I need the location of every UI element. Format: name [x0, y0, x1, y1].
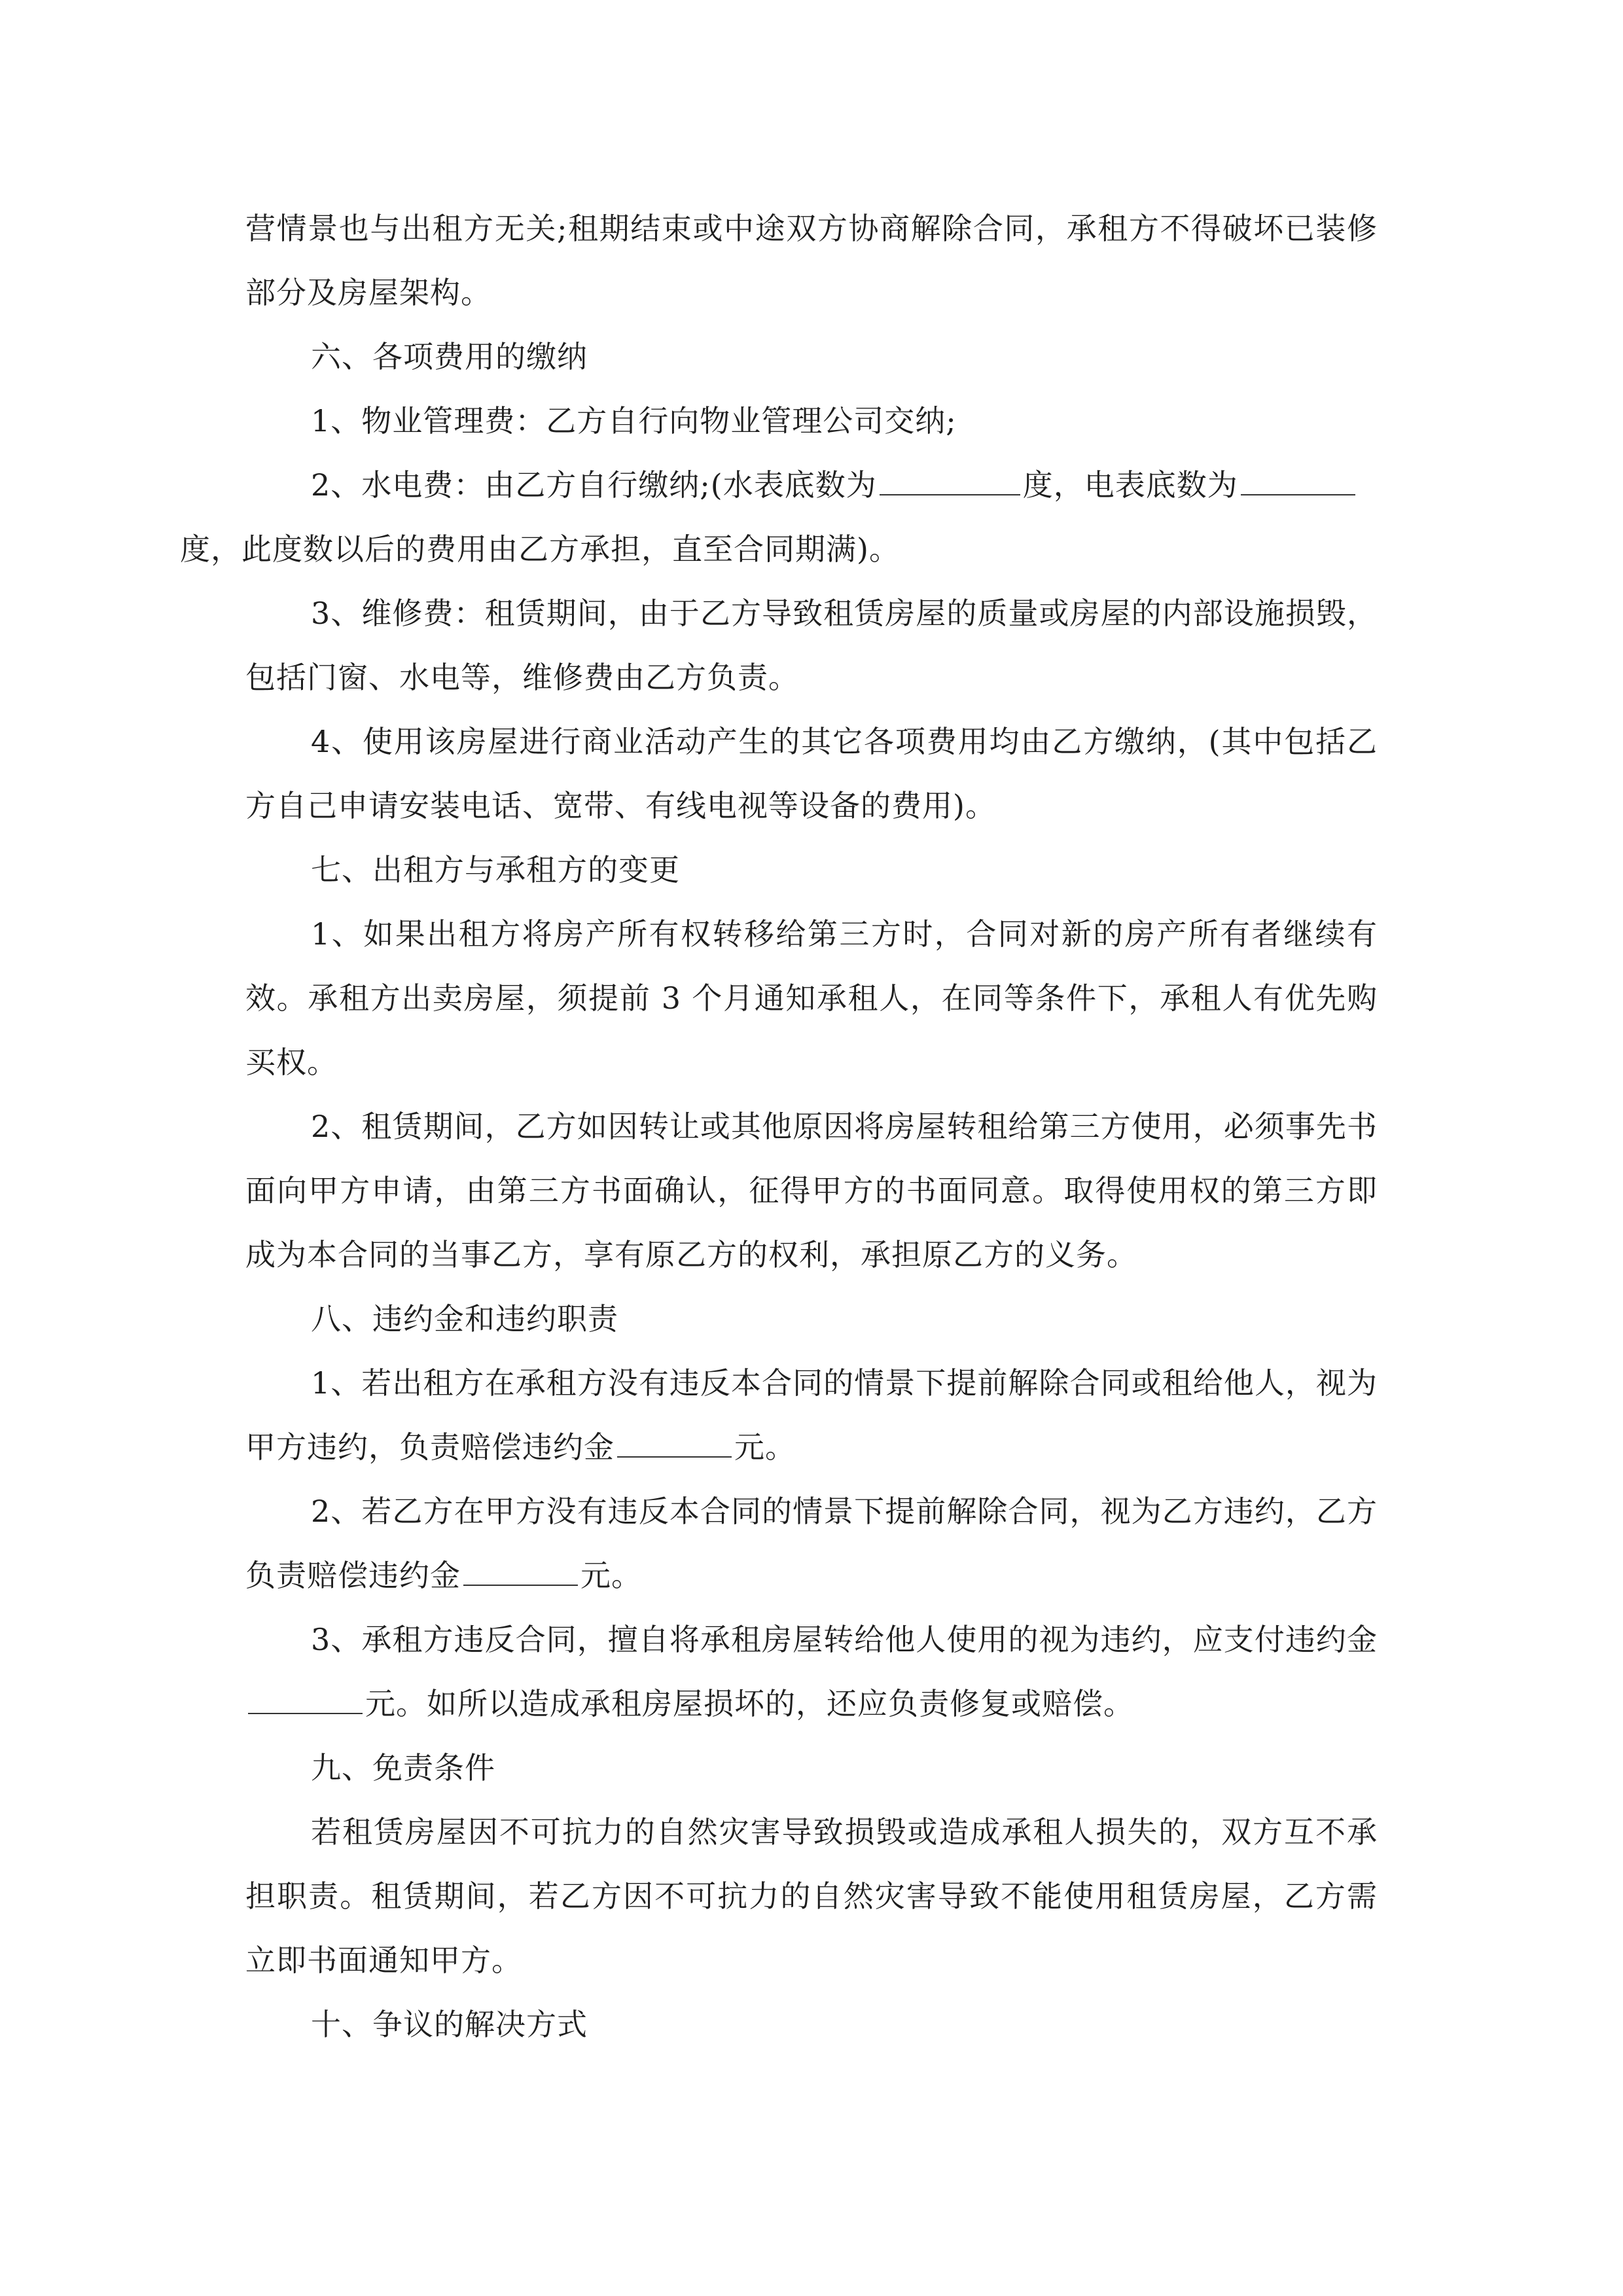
- section-heading-10: 十、争议的解决方式: [311, 2007, 588, 2042]
- clause-8-2-text-b: 元。: [580, 1558, 642, 1593]
- section-heading-7: 七、出租方与承租方的变更: [311, 852, 680, 888]
- water-meter-blank: [880, 469, 1020, 495]
- clause-8-1-text-a: 1、若出租方在承租方没有违反本合同的情景下提前解除合同或租给他人，视为甲方违约，负责赔偿违约金: [245, 1365, 1378, 1465]
- clause-6-2-text-b: 度，电表底数为: [1022, 467, 1238, 503]
- paragraph-continuation: 营情景也与出租方无关;租期结束或中途双方协商解除合同，承租方不得破坏已装修部分及房屋架构。: [245, 211, 1378, 310]
- penalty-blank-3: [248, 1688, 363, 1714]
- clause-8-1: [245, 1351, 1378, 1479]
- section-heading-6: 六、各项费用的缴纳: [311, 339, 588, 374]
- clause-7-1: 1、如果出租方将房产所有权转移给第三方时，合同对新的房产所有者继续有效。承租方出卖房屋，须提前 3 个月通知承租人，在同等条件下，承租人有优先购买权。: [245, 916, 1378, 1080]
- clause-8-2: [245, 1479, 1378, 1607]
- clause-8-3-text-a: 3、承租方违反合同，擅自将承租房屋转给他人使用的视为违约，应支付违约金: [311, 1622, 1378, 1657]
- clause-9: 若租赁房屋因不可抗力的自然灾害导致损毁或造成承租人损失的，双方互不承担职责。租赁期间，若乙方因不可抗力的自然灾害导致不能使用租赁房屋，乙方需立即书面通知甲方。: [245, 1814, 1378, 1978]
- document-body: [180, 196, 1378, 2056]
- clause-6-3: 3、维修费：租赁期间，由于乙方导致租赁房屋的质量或房屋的内部设施损毁，包括门窗、水电等，维修费由乙方负责。: [245, 596, 1378, 695]
- penalty-blank-1: [617, 1431, 732, 1458]
- section-heading-9: 九、免责条件: [311, 1750, 495, 1785]
- clause-8-3-text-b: 元。如所以造成承租房屋损坏的，还应负责修复或赔偿。: [365, 1686, 1134, 1721]
- clause-8-2-text-a: 2、若乙方在甲方没有违反本合同的情景下提前解除合同，视为乙方违约，乙方负责赔偿违约金: [245, 1494, 1378, 1593]
- clause-6-2-text-c: 度，此度数以后的费用由乙方承担，直至合同期满)。: [180, 531, 900, 567]
- clause-6-1: 1、物业管理费：乙方自行向物业管理公司交纳;: [311, 403, 957, 439]
- penalty-blank-2: [463, 1560, 578, 1586]
- clause-8-1-text-b: 元。: [734, 1429, 796, 1465]
- clause-6-4: 4、使用该房屋进行商业活动产生的其它各项费用均由乙方缴纳，(其中包括乙方自己申请安装电话、宽带、有线电视等设备的费用)。: [245, 724, 1378, 823]
- electric-meter-blank: [1241, 469, 1355, 495]
- clause-6-2-text-a: 2、水电费：由乙方自行缴纳;(水表底数为: [311, 467, 877, 503]
- clause-7-2: 2、租赁期间，乙方如因转让或其他原因将房屋转租给第三方使用，必须事先书面向甲方申请，由第三方书面确认，征得甲方的书面同意。取得使用权的第三方即成为本合同的当事乙方，享有原乙方的权利，承担原乙方的义务。: [245, 1109, 1378, 1272]
- clause-6-2: [180, 453, 1378, 581]
- clause-8-3: [245, 1607, 1378, 1736]
- section-heading-8: 八、违约金和违约职责: [311, 1301, 618, 1336]
